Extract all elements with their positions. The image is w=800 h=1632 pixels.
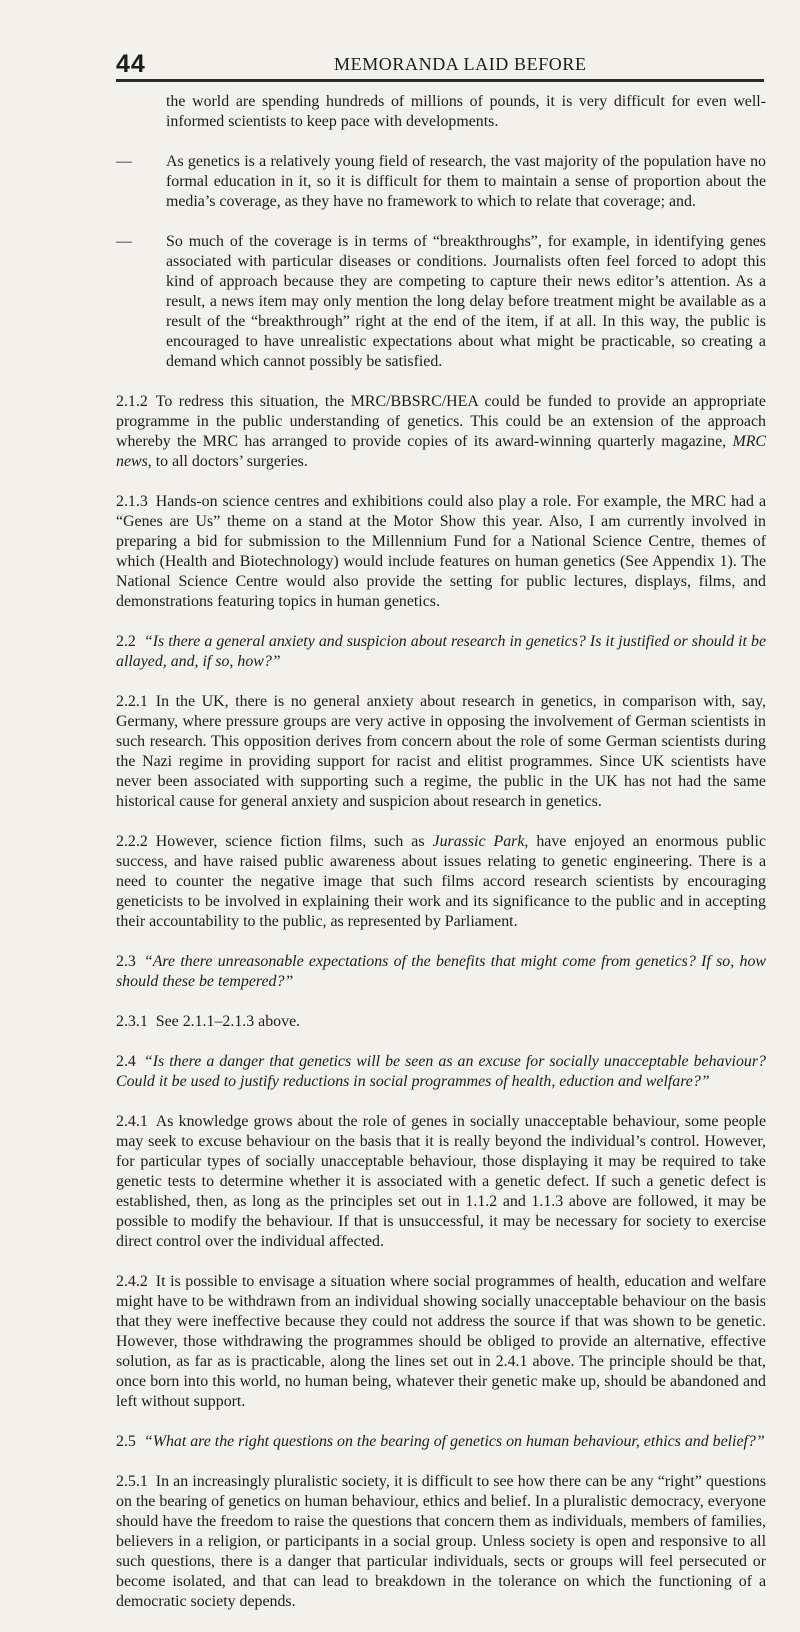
- section-number: 2.4.1: [116, 1113, 148, 1130]
- question-2-3: [116, 952, 766, 992]
- dash-mark: —: [116, 153, 132, 170]
- section-number: 2.3: [116, 953, 136, 970]
- question-text: “What are the right questions on the bearing of genetics on human behaviour, ethics and belief?”: [143, 1433, 765, 1450]
- page-header: [116, 46, 764, 76]
- section-number: 2.2.2: [116, 833, 148, 850]
- paragraph-2-4-2: [116, 1272, 766, 1412]
- header-rule: [116, 79, 764, 82]
- paragraph-text: To redress this situation, the MRC/BBSRC/HEA could be funded to provide an appropriate programme in the public understanding of genetics. This could be an extension of the approach whereby the MRC has arranged to provide copies of its award-winning quarterly magazine,: [116, 393, 766, 450]
- question-text: “Is there a danger that genetics will be seen as an excuse for socially unacceptable behaviour? Could it be used to justify reductions in social programmes of health, eduction and welfare?”: [116, 1053, 766, 1090]
- dash-item-text: As genetics is a relatively young field of research, the vast majority of the population have no formal education in it, so it is difficult for them to maintain a sense of proportion about the media’s coverage, as they have no framework to which to relate that coverage; and.: [166, 153, 766, 210]
- paragraph-2-2-2: [116, 832, 766, 932]
- question-text: “Is there a general anxiety and suspicion about research in genetics? Is it justified or should it be allayed, and, if so, how?”: [116, 633, 766, 670]
- running-head: MEMORANDA LAID BEFORE: [334, 54, 587, 74]
- paragraph-text: As knowledge grows about the role of genes in socially unacceptable behaviour, some people may seek to excuse behaviour on the basis that it is really beyond the individual’s control. However, for particular types of socially unacceptable behaviour, those displaying it may be required to take genetic tests to determine whether it is associated with a genetic defect. If such a genetic defect is established, then, as long as the principles set out in 1.1.2 and 1.1.3 above are followed, it may be possible to modify the behaviour. If that is unsuccessful, it may be necessary for society to exercise direct control over the individual affected.: [116, 1113, 766, 1250]
- paragraph-text: Hands-on science centres and exhibitions could also play a role. For example, the MRC had a “Genes are Us” theme on a stand at the Motor Show this year. Also, I am currently involved in preparing a bid for submission to the Millennium Fund for a National Science Centre, themes of which (Health and Biotechnology) would include features on human genetics (See Appendix 1). The National Science Centre would also provide the setting for public lectures, displays, films, and demonstrations featuring topics in human genetics.: [116, 493, 766, 610]
- question-2-2: [116, 632, 766, 672]
- film-title: Jurassic Park: [432, 833, 525, 850]
- paragraph-2-3-1: [116, 1012, 766, 1032]
- dash-item-2: [116, 232, 766, 372]
- section-number: 2.5: [116, 1433, 136, 1450]
- paragraph-text: However, science fiction films, such as: [155, 833, 425, 850]
- paragraph-2-2-1: [116, 692, 766, 812]
- page-number: 44: [116, 50, 146, 78]
- question-2-5: [116, 1432, 766, 1452]
- question-2-4: [116, 1052, 766, 1092]
- section-number: 2.2.1: [116, 693, 148, 710]
- section-number: 2.1.2: [116, 393, 148, 410]
- paragraph-text: In the UK, there is no general anxiety about research in genetics, in comparison with, say, Germany, where pressure groups are very active in opposing the involvement of German scientists in such research. This opposition derives from concern about the role of some German scientists during the Nazi regime in providing support for racist and elitist programmes. Since UK scientists have never been associated with supporting such a regime, the public in the UK has not had the same historical cause for general anxiety and suspicion about research in genetics.: [116, 693, 766, 810]
- section-number: 2.4: [116, 1053, 136, 1070]
- dash-item-text: So much of the coverage is in terms of “breakthroughs”, for example, in identifying genes associated with particular diseases or conditions. Journalists often feel forced to adopt this kind of approach because they are competing to capture their news editor’s attention. As a result, a news item may only mention the long delay before treatment might be available as a result of the “breakthrough” right at the end of the item, if at all. In this way, the public is encouraged to have unrealistic expectations about what might be practicable, so creating a demand which cannot possibly be satisfied.: [166, 233, 766, 370]
- section-number: 2.5.1: [116, 1473, 148, 1490]
- section-number: 2.2: [116, 633, 136, 650]
- question-text: “Are there unreasonable expectations of the benefits that might come from genetics? If so, how should these be tempered?”: [116, 953, 766, 990]
- paragraph-2-4-1: [116, 1112, 766, 1252]
- document-body: [116, 92, 766, 1632]
- paragraph-text: In an increasingly pluralistic society, it is difficult to see how there can be any “right” questions on the bearing of genetics on human behaviour, ethics and belief. In a pluralistic democracy, everyone should have the freedom to raise the questions that concern them as individuals, members of families, believers in a religion, or participants in a social group. Unless society is open and responsive to all such questions, there is a danger that particular individuals, sects or groups will feel persecuted or become isolated, and that can lead to breakdown in the tolerance on which the functioning of a democratic society depends.: [116, 1473, 766, 1610]
- section-number: 2.3.1: [116, 1013, 148, 1030]
- dash-mark: —: [116, 233, 132, 250]
- magazine-title: MRC news: [116, 433, 766, 470]
- paragraph-text: It is possible to envisage a situation where social programmes of health, education and welfare might have to be withdrawn from an individual showing socially unacceptable behaviour on the basis that they were ineffective because they could not address the source if that was shown to be genetic. However, those withdrawing the programmes should be obliged to provide an alternative, effective solution, as far as is practicable, along the lines set out in 2.4.1 above. The principle should be that, once born into this world, no human being, whatever their genetic make up, should be abandoned and left without support.: [116, 1273, 766, 1410]
- paragraph-continuation: the world are spending hundreds of millions of pounds, it is very difficult for even well-informed scientists to keep pace with developments.: [166, 93, 766, 130]
- paragraph-text: See 2.1.1–2.1.3 above.: [155, 1013, 301, 1030]
- paragraph-2-1-3: [116, 492, 766, 612]
- section-number: 2.1.3: [116, 493, 148, 510]
- paragraph-2-1-2: [116, 392, 766, 472]
- section-number: 2.4.2: [116, 1273, 148, 1290]
- paragraph-2-5-1: [116, 1472, 766, 1612]
- paragraph-text: , have enjoyed an enormous public success, and have raised public awareness about issues relating to genetic engineering. There is a need to counter the negative image that such films accord research scientists by encouraging geneticists to be involved in explaining their work and its significance to the public and in accepting their accountability to the public, as represented by Parliament.: [116, 833, 766, 930]
- paragraph-text: , to all doctors’ surgeries.: [147, 453, 308, 470]
- dash-item-1: [116, 152, 766, 212]
